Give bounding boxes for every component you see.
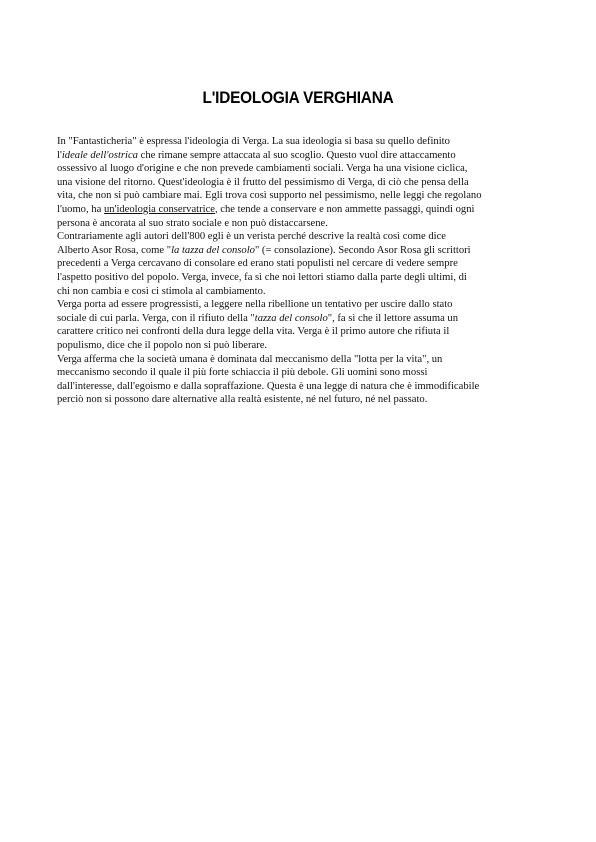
text-run: Verga porta ad essere progressisti, a leggere nella ribellione un tentativo per uscire dallo stato bbox=[57, 299, 453, 311]
text-line bbox=[57, 298, 549, 312]
italic-phrase: ideale dell'ostrica bbox=[61, 149, 138, 161]
text-line bbox=[57, 285, 549, 299]
text-line bbox=[57, 176, 549, 190]
italic-phrase: la tazza del consolo bbox=[171, 244, 255, 256]
text-line bbox=[57, 135, 549, 149]
text-line bbox=[57, 325, 549, 339]
text-run: perciò non si possono dare alternative alla realtà esistente, né nel futuro, né nel passato. bbox=[57, 394, 428, 406]
text-run: che rimane sempre attaccata al suo scoglio. Questo vuol dire attaccamento bbox=[137, 149, 456, 161]
text-run: " (= consolazione). Secondo Asor Rosa gli scrittori bbox=[254, 244, 471, 256]
text-line bbox=[57, 149, 549, 163]
text-run: ", fa sì che il lettore assuma un bbox=[327, 312, 459, 324]
page-title: L'IDEOLOGIA VERGHIANA bbox=[202, 89, 394, 107]
text-run: meccanismo secondo il quale il più forte schiaccia il più debole. Gli uomini sono mossi bbox=[57, 367, 428, 379]
text-line bbox=[57, 312, 549, 326]
italic-phrase: tazza del consolo bbox=[254, 312, 328, 324]
text-run: populismo, dice che il popolo non si può liberare. bbox=[57, 339, 268, 351]
text-line bbox=[57, 339, 549, 353]
text-run: l'aspetto positivo del popolo. Verga, invece, fa sì che noi lettori stiamo dalla parte degli ultimi, di bbox=[57, 271, 467, 283]
text-line bbox=[57, 393, 549, 407]
text-line bbox=[57, 353, 549, 367]
text-run: persona è ancorata al suo strato sociale e non può distaccarsene. bbox=[57, 217, 328, 229]
text-line bbox=[57, 203, 549, 217]
text-line bbox=[57, 230, 549, 244]
text-run: , che tende a conservare e non ammette passaggi, quindi ogni bbox=[214, 203, 475, 215]
text-run: Verga afferma che la società umana è dominata dal meccanismo della "lotta per la vita", un bbox=[57, 353, 443, 365]
text-run: sociale di cui parla. Verga, con il rifiuto della " bbox=[57, 312, 255, 324]
text-run: l'uomo, ha bbox=[57, 203, 104, 215]
body-paragraphs bbox=[57, 135, 549, 407]
text-run: dall'interesse, dall'egoismo e dalla sopraffazione. Questa è una legge di natura che è immodificabile bbox=[57, 380, 480, 392]
text-run: Contrariamente agli autori dell'800 egli è un verista perché descrive la realtà così come dice bbox=[57, 231, 447, 243]
text-run: l' bbox=[57, 149, 62, 161]
text-run: vita, che non si può cambiare mai. Egli trova così supporto nel pessimismo, nelle leggi che regolano bbox=[57, 190, 482, 202]
text-run: carattere critico nei confronti della dura legge della vita. Verga è il primo autore che rifiuta il bbox=[57, 326, 450, 338]
text-line bbox=[57, 380, 549, 394]
text-run: Alberto Asor Rosa, come " bbox=[57, 244, 172, 256]
text-run: chi non cambia e così ci stimola al cambiamento. bbox=[57, 285, 266, 297]
text-run: In "Fantasticheria" è espressa l'ideologia di Verga. La sua ideologia si basa su quello definito bbox=[57, 136, 450, 147]
text-line bbox=[57, 257, 549, 271]
text-line bbox=[57, 271, 549, 285]
text-line bbox=[57, 366, 549, 380]
underlined-phrase: un'ideologia conservatrice bbox=[103, 203, 215, 215]
text-line bbox=[57, 162, 549, 176]
text-line bbox=[57, 244, 549, 258]
text-line bbox=[57, 217, 549, 231]
text-line bbox=[57, 189, 549, 203]
text-run: precedenti a Verga cercavano di consolare ed erano stati populisti nel cercare di vedere sempre bbox=[57, 258, 458, 270]
text-run: ossessivo al luogo d'origine e che non prevede cambiamenti sociali. Verga ha una visione ciclica, bbox=[57, 163, 468, 175]
text-run: una visione del ritorno. Quest'ideologia è il frutto del pessimismo di Verga, di ciò che pensa della bbox=[57, 176, 469, 188]
